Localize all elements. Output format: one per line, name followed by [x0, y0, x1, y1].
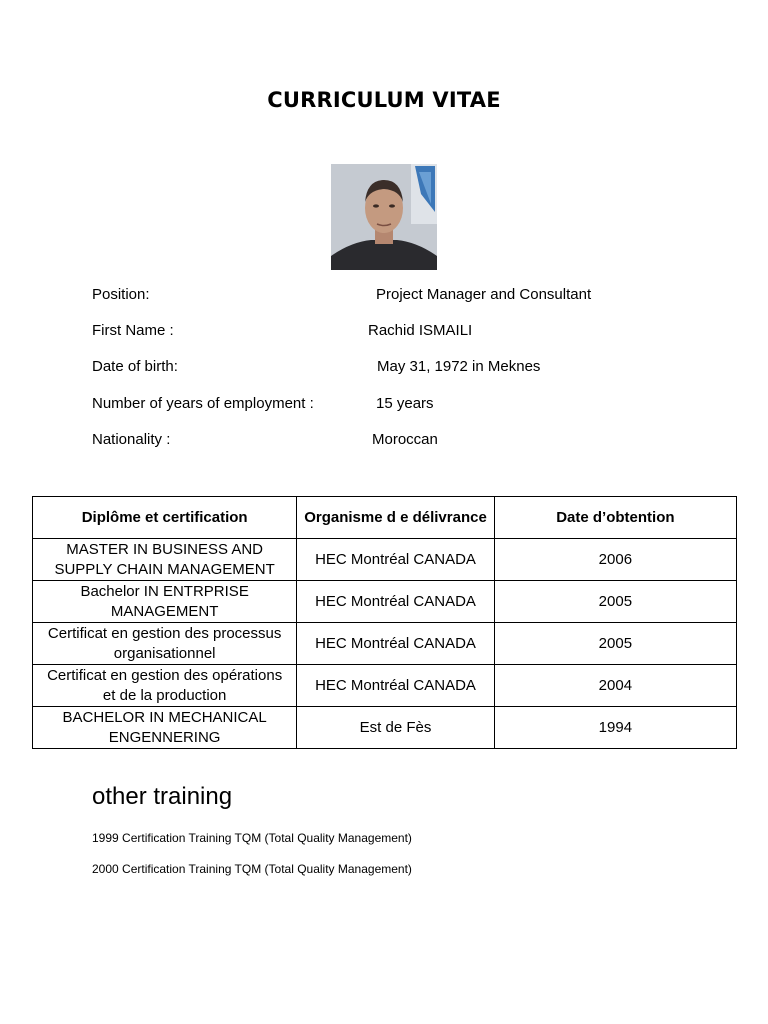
training-item: 1999 Certification Training TQM (Total Quality Management) [92, 831, 412, 845]
organism-cell: HEC Montréal CANADA [297, 665, 494, 707]
years-label: Number of years of employment : [92, 395, 314, 412]
training-item: 2000 Certification Training TQM (Total Quality Management) [92, 862, 412, 876]
table-row [33, 623, 737, 665]
nationality-value: Moroccan [372, 431, 438, 448]
header-diploma: Diplôme et certification [33, 497, 297, 539]
diploma-cell: MASTER IN BUSINESS AND SUPPLY CHAIN MANAGEMENT [33, 539, 297, 581]
diploma-cell: BACHELOR IN MECHANICAL ENGENNERING [33, 707, 297, 749]
years-value: 15 years [376, 395, 434, 412]
position-value: Project Manager and Consultant [376, 286, 592, 303]
diplomas-table [32, 496, 737, 749]
header-date: Date d’obtention [494, 497, 736, 539]
date-cell: 1994 [494, 707, 736, 749]
organism-cell: HEC Montréal CANADA [297, 623, 494, 665]
nationality-label: Nationality : [92, 431, 171, 448]
header-organism: Organisme d e délivrance [297, 497, 494, 539]
profile-photo [331, 164, 437, 270]
portrait-image [331, 164, 437, 270]
first-name-label: First Name : [92, 322, 174, 339]
table-header-row [33, 497, 737, 539]
diploma-cell: Certificat en gestion des opérations et de la production [33, 665, 297, 707]
dob-value: May 31, 1972 in Meknes [377, 358, 541, 375]
organism-cell: Est de Fès [297, 707, 494, 749]
table-row [33, 539, 737, 581]
table-row [33, 581, 737, 623]
date-cell: 2005 [494, 623, 736, 665]
date-cell: 2005 [494, 581, 736, 623]
first-name-value: Rachid ISMAILI [368, 322, 473, 339]
dob-label: Date of birth: [92, 358, 178, 375]
organism-cell: HEC Montréal CANADA [297, 539, 494, 581]
table-row [33, 707, 737, 749]
diploma-cell: Bachelor IN ENTRPRISE MANAGEMENT [33, 581, 297, 623]
other-training-heading: other training [92, 783, 233, 810]
page-title: CURRICULUM VITAE [267, 88, 501, 112]
organism-cell: HEC Montréal CANADA [297, 581, 494, 623]
diploma-cell: Certificat en gestion des processus organisationnel [33, 623, 297, 665]
date-cell: 2004 [494, 665, 736, 707]
table-row [33, 665, 737, 707]
date-cell: 2006 [494, 539, 736, 581]
position-label: Position: [92, 286, 150, 303]
